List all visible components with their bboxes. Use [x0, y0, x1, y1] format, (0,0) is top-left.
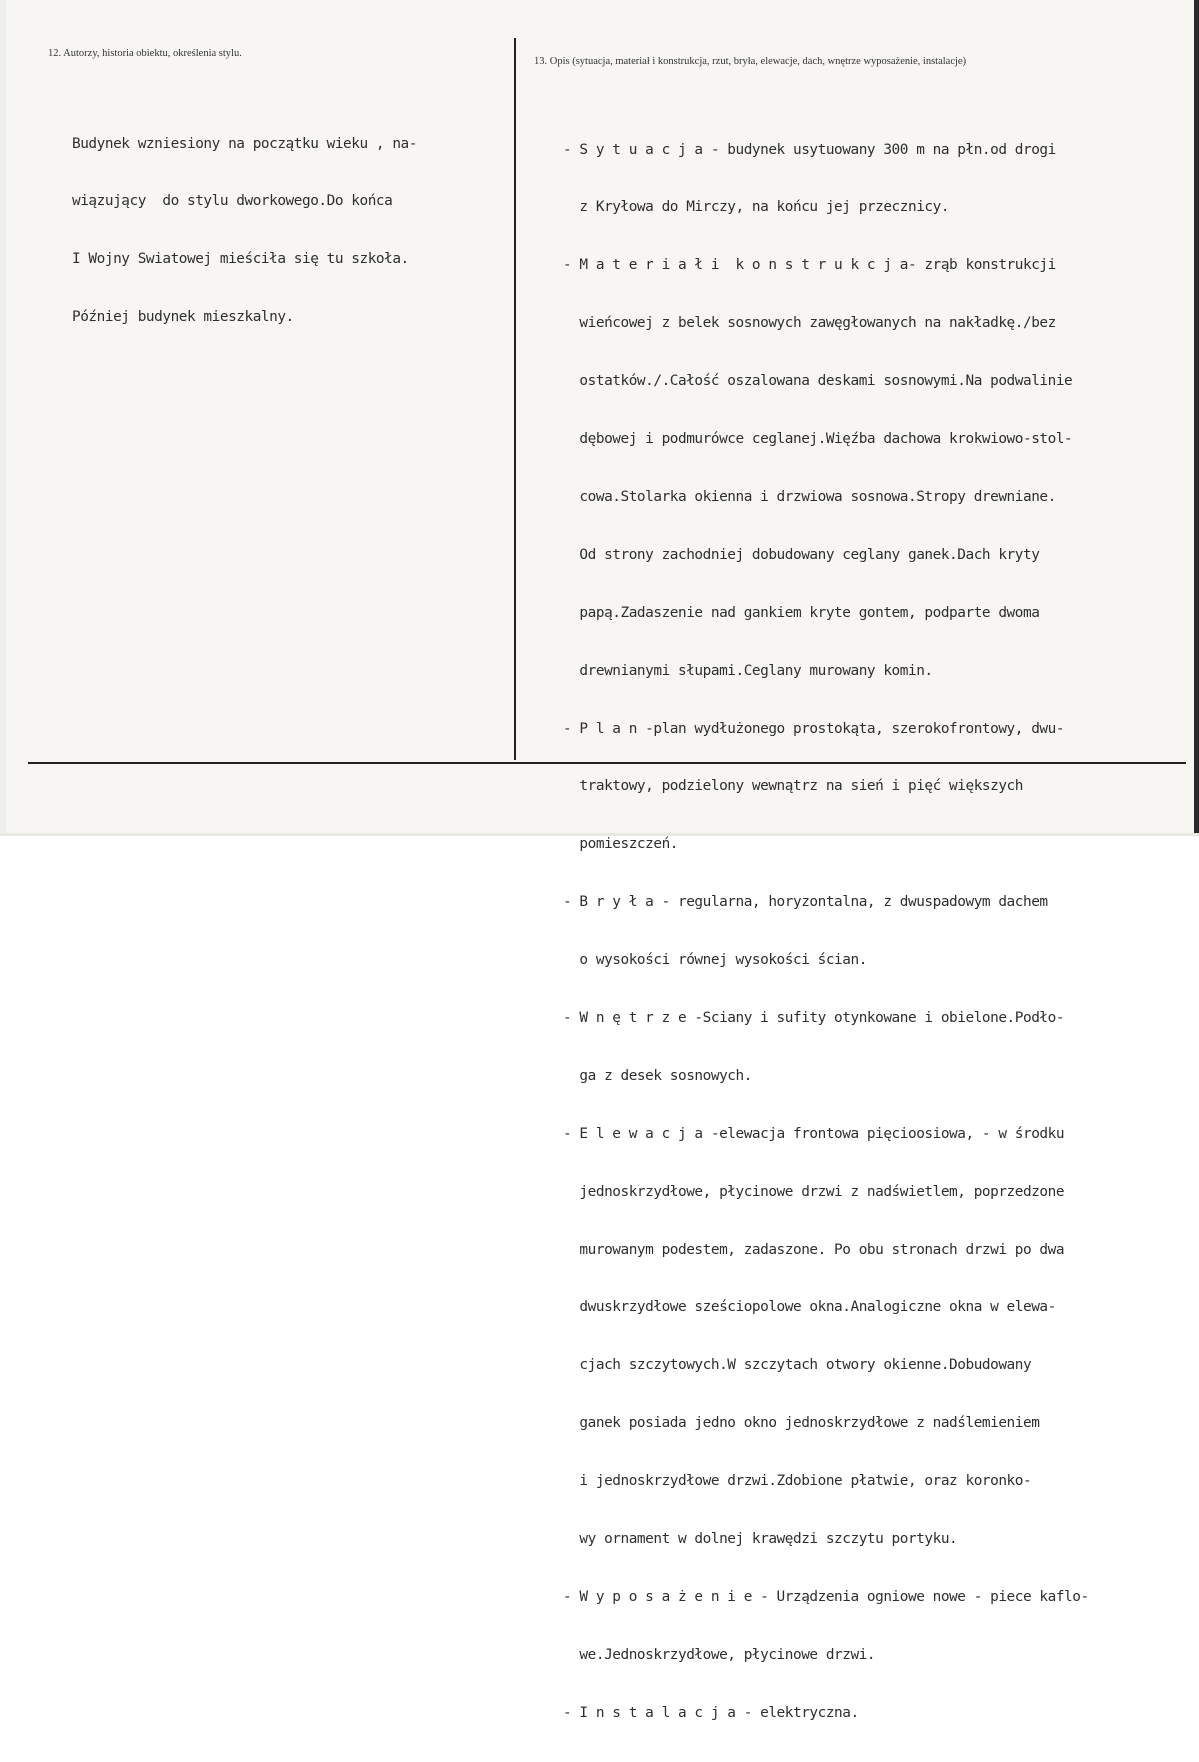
description-text: [563, 102, 1089, 1762]
text-line: Od strony zachodniej dobudowany ceglany ganek.Dach kryty: [563, 546, 1040, 563]
text-line: - W n ę t r z e -Sciany i sufity otynkowane i obielone.Podło-: [563, 1009, 1065, 1026]
text-line: i jednoskrzydłowe drzwi.Zdobione płatwie, oraz koronko-: [563, 1473, 1032, 1490]
text-line: pomieszczeń.: [563, 836, 678, 853]
text-line: drewnianymi słupami.Ceglany murowany komin.: [563, 662, 933, 679]
text-line: jednoskrzydłowe, płycinowe drzwi z nadświetlem, poprzedzone: [563, 1183, 1065, 1200]
text-line: cjach szczytowych.W szczytach otwory okienne.Dobudowany: [563, 1357, 1032, 1374]
text-line: murowanym podestem, zadaszone. Po obu stronach drzwi po dwa: [563, 1241, 1065, 1258]
text-line: I Wojny Swiatowej mieściła się tu szkoła.: [72, 251, 409, 268]
text-line: papą.Zadaszenie nad gankiem kryte gontem, podparte dwoma: [563, 604, 1040, 621]
text-line: - P l a n -plan wydłużonego prostokąta, szerokofrontowy, dwu-: [563, 720, 1065, 737]
section-12-heading: 12. Autorzy, historia obiektu, określenia stylu.: [48, 48, 242, 59]
text-line: - W y p o s a ż e n i e - Urządzenia ogniowe nowe - piece kaflo-: [563, 1588, 1089, 1605]
text-line: wiązujący do stylu dworkowego.Do końca: [72, 193, 393, 210]
page-edge-right: [1194, 0, 1199, 836]
column-divider: [514, 38, 516, 760]
text-line: - M a t e r i a ł i k o n s t r u k c j a- zrąb konstrukcji: [563, 257, 1056, 274]
text-line: wieńcowej z belek sosnowych zawęgłowanych na nakładkę./bez: [563, 315, 1056, 332]
history-text: [72, 96, 417, 366]
text-line: ga z desek sosnowych.: [563, 1067, 752, 1084]
text-line: z Kryłowa do Mirczy, na końcu jej przecznicy.: [563, 199, 950, 216]
text-line: dwuskrzydłowe sześciopolowe okna.Analogiczne okna w elewa-: [563, 1299, 1056, 1316]
text-line: Budynek wzniesiony na początku wieku , na-: [72, 135, 417, 152]
text-line: cowa.Stolarka okienna i drzwiowa sosnowa.Stropy drewniane.: [563, 488, 1056, 505]
text-line: traktowy, podzielony wewnątrz na sień i pięć większych: [563, 778, 1023, 795]
text-line: - E l e w a c j a -elewacja frontowa pięcioosiowa, - w środku: [563, 1125, 1065, 1142]
text-line: wy ornament w dolnej krawędzi szczytu portyku.: [563, 1530, 958, 1547]
text-line: - S y t u a c j a - budynek usytuowany 300 m na płn.od drogi: [563, 141, 1056, 158]
text-line: dębowej i podmurówce ceglanej.Więźba dachowa krokwiowo-stol-: [563, 431, 1073, 448]
text-line: - B r y ł a - regularna, horyzontalna, z dwuspadowym dachem: [563, 894, 1048, 911]
text-line: ostatków./.Całość oszalowana deskami sosnowymi.Na podwalinie: [563, 373, 1073, 390]
text-line: - I n s t a l a c j a - elektryczna.: [563, 1704, 859, 1721]
text-line: Później budynek mieszkalny.: [72, 309, 294, 326]
page-edge-left: [0, 0, 6, 836]
section-13-heading: 13. Opis (sytuacja, materiał i konstrukcja, rzut, bryła, elewacje, dach, wnętrze wyposażenie, instalacje): [534, 56, 967, 67]
text-line: we.Jednoskrzydłowe, płycinowe drzwi.: [563, 1646, 876, 1663]
text-line: ganek posiada jedno okno jednoskrzydłowe z nadślemieniem: [563, 1415, 1040, 1432]
text-line: o wysokości równej wysokości ścian.: [563, 952, 867, 969]
